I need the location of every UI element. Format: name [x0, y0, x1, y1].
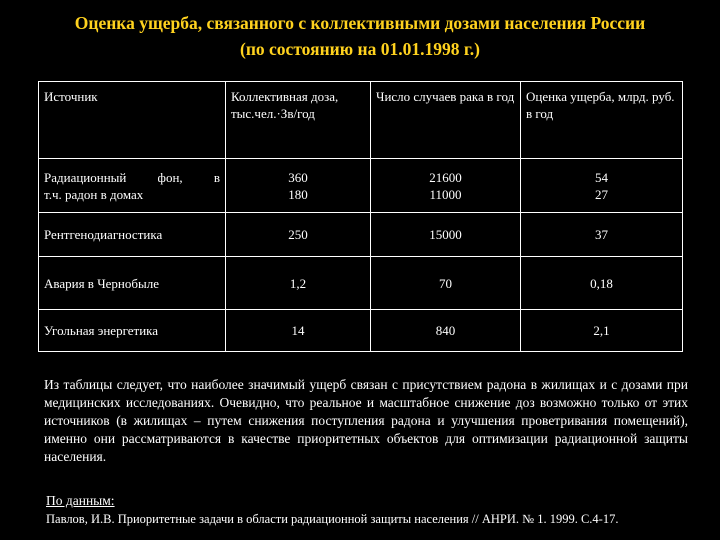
cell-dose	[226, 159, 371, 213]
damage-value-1: 54	[595, 169, 608, 185]
cell-source: Авария в Чернобыле	[39, 257, 226, 310]
title-line-1: Оценка ущерба, связанного с коллективными дозами населения России	[74, 13, 646, 33]
source-line-2: т.ч. радон в домах	[44, 186, 144, 202]
cases-value-1: 21600	[429, 169, 462, 185]
cell-dose: 1,2	[226, 257, 371, 310]
cell-damage: 0,18	[521, 257, 683, 310]
header-source: Источник	[39, 82, 226, 159]
cell-source: Рентгенодиагностика	[39, 213, 226, 257]
cell-source	[39, 159, 226, 213]
header-damage-estimate: Оценка ущерба, млрд. руб. в год	[521, 82, 683, 159]
cases-value-2: 11000	[429, 186, 462, 202]
cell-cases: 70	[371, 257, 521, 310]
damage-value-2: 27	[595, 186, 608, 202]
page-title	[0, 10, 720, 62]
source-citation: Павлов, И.В. Приоритетные задачи в области радиационной защиты населения // АНРИ. № 1. 1999. С.4-17.	[46, 512, 619, 526]
table-row	[39, 213, 683, 257]
cell-cases: 840	[371, 310, 521, 352]
cell-dose: 14	[226, 310, 371, 352]
cell-source: Угольная энергетика	[39, 310, 226, 352]
table-row	[39, 159, 683, 213]
summary-paragraph: Из таблицы следует, что наиболее значимый ущерб связан с присутствием радона в жилищах и с дозами при медицинских исследованиях. Очевидно, что реальное и масштабное снижение доз возможно только от этих источников (в жилищах – путем снижения поступления радона и улучшения проветривания помещений), именно они рассматриваются в качестве приоритетных объектов для оптимизации радиационной защиты населения.	[44, 377, 688, 464]
header-collective-dose: Коллективная доза, тыс.чел.·Зв/год	[226, 82, 371, 159]
dose-value-1: 360	[288, 169, 308, 185]
cell-cases: 15000	[371, 213, 521, 257]
table-row	[39, 257, 683, 310]
cell-damage	[521, 159, 683, 213]
cell-damage: 2,1	[521, 310, 683, 352]
title-line-2: (по состоянию на 01.01.1998 г.)	[240, 39, 480, 59]
dose-value-2: 180	[288, 186, 308, 202]
cell-cases	[371, 159, 521, 213]
table-row	[39, 310, 683, 352]
cell-dose: 250	[226, 213, 371, 257]
source-line-1: Радиационный фон, в	[44, 169, 220, 185]
source-heading: По данным:	[46, 493, 115, 508]
table-header-row	[39, 82, 683, 159]
cell-damage: 37	[521, 213, 683, 257]
damage-table	[38, 81, 683, 352]
header-cancer-cases: Число случаев рака в год	[371, 82, 521, 159]
